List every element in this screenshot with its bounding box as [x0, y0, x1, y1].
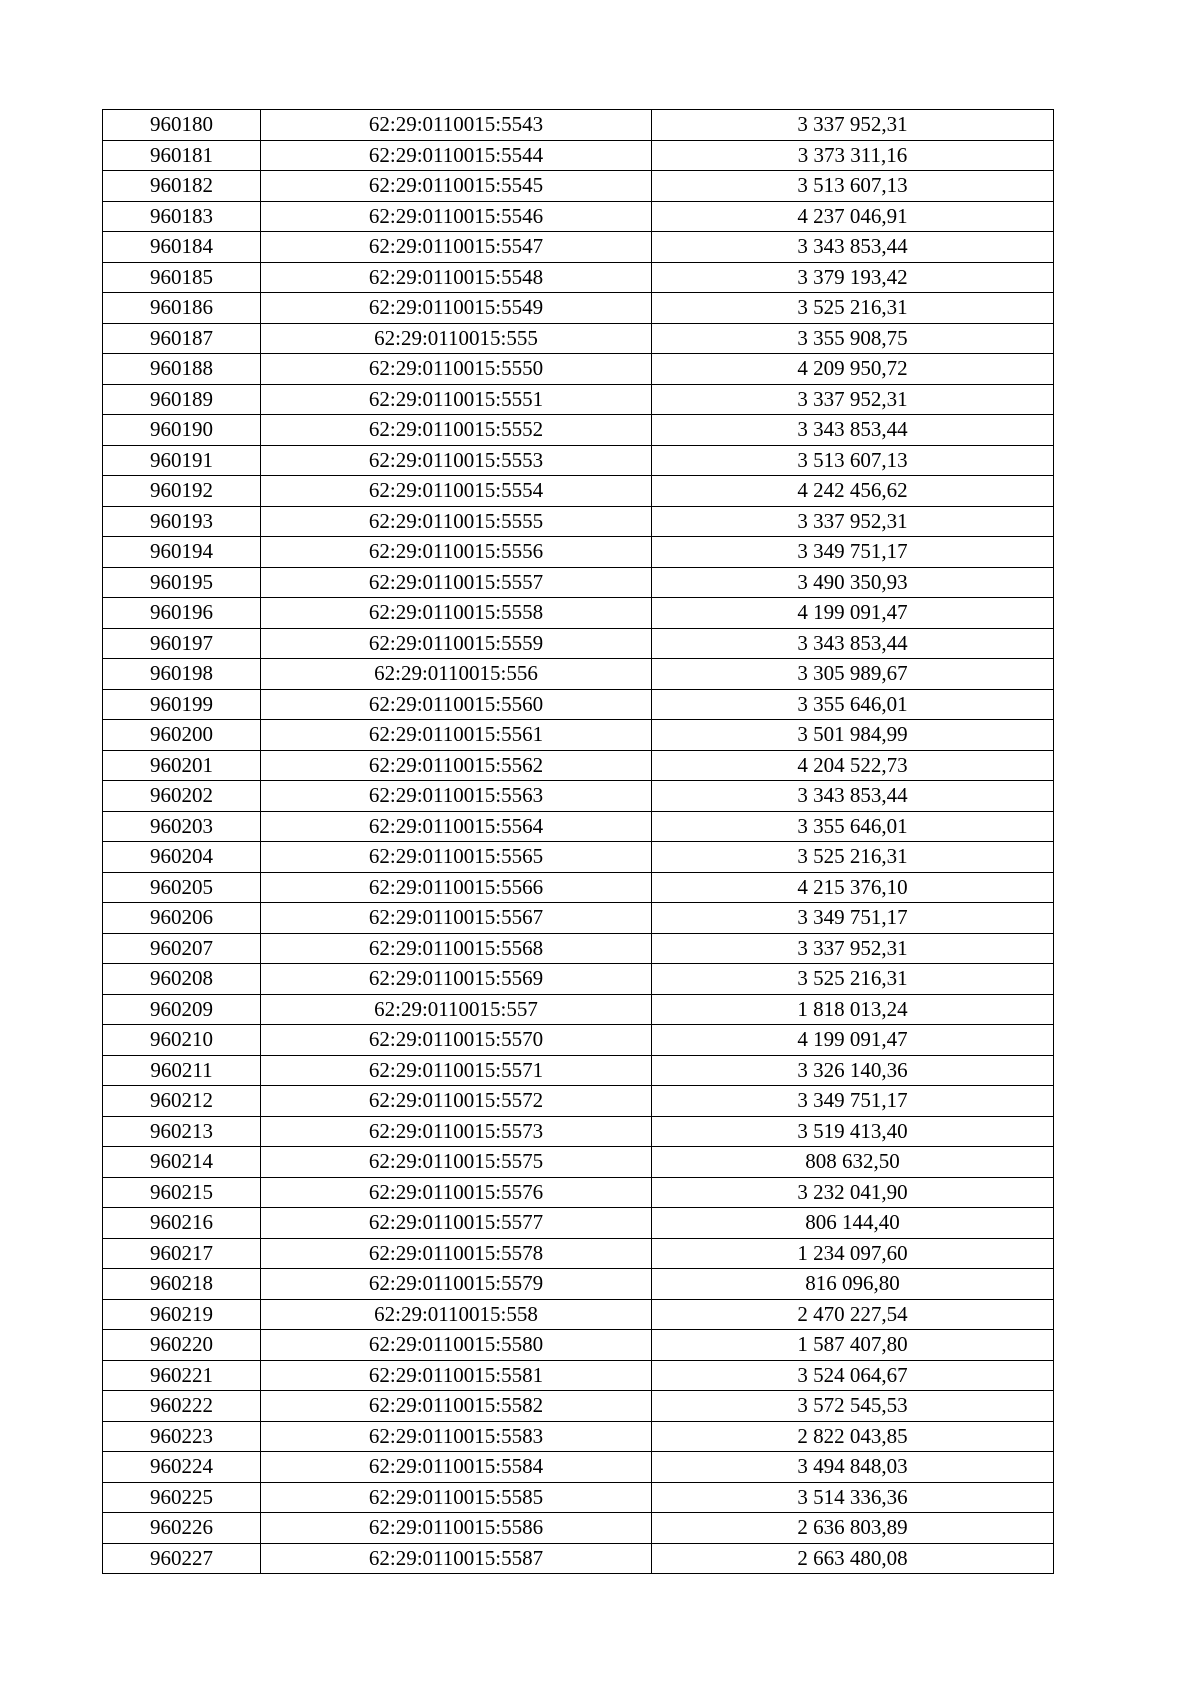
cadastral-value-cell: 3 513 607,13 — [652, 171, 1054, 202]
row-number-cell: 960217 — [103, 1238, 261, 1269]
row-number-cell: 960183 — [103, 201, 261, 232]
cadastral-number-cell: 62:29:0110015:5586 — [261, 1513, 652, 1544]
table-row — [103, 140, 1054, 171]
row-number-cell: 960212 — [103, 1086, 261, 1117]
cadastral-value-cell: 2 470 227,54 — [652, 1299, 1054, 1330]
row-number-cell: 960182 — [103, 171, 261, 202]
table-row — [103, 262, 1054, 293]
table-row — [103, 201, 1054, 232]
cadastral-number-cell: 62:29:0110015:5557 — [261, 567, 652, 598]
table-row — [103, 567, 1054, 598]
cadastral-value-cell: 3 326 140,36 — [652, 1055, 1054, 1086]
row-number-cell: 960204 — [103, 842, 261, 873]
cadastral-number-cell: 62:29:0110015:5571 — [261, 1055, 652, 1086]
cadastral-value-cell: 4 199 091,47 — [652, 598, 1054, 629]
row-number-cell: 960205 — [103, 872, 261, 903]
cadastral-value-cell: 3 525 216,31 — [652, 842, 1054, 873]
cadastral-value-cell: 3 355 646,01 — [652, 811, 1054, 842]
table-row — [103, 1360, 1054, 1391]
row-number-cell: 960218 — [103, 1269, 261, 1300]
row-number-cell: 960207 — [103, 933, 261, 964]
cadastral-number-cell: 62:29:0110015:5572 — [261, 1086, 652, 1117]
cadastral-number-cell: 62:29:0110015:5559 — [261, 628, 652, 659]
table-row — [103, 1116, 1054, 1147]
cadastral-number-cell: 62:29:0110015:5575 — [261, 1147, 652, 1178]
cadastral-value-cell: 4 209 950,72 — [652, 354, 1054, 385]
cadastral-value-cell: 808 632,50 — [652, 1147, 1054, 1178]
cadastral-value-cell: 806 144,40 — [652, 1208, 1054, 1239]
cadastral-number-cell: 62:29:0110015:5584 — [261, 1452, 652, 1483]
row-number-cell: 960180 — [103, 110, 261, 141]
row-number-cell: 960213 — [103, 1116, 261, 1147]
cadastral-number-cell: 62:29:0110015:5545 — [261, 171, 652, 202]
row-number-cell: 960198 — [103, 659, 261, 690]
row-number-cell: 960203 — [103, 811, 261, 842]
table-row — [103, 293, 1054, 324]
cadastral-value-cell: 3 232 041,90 — [652, 1177, 1054, 1208]
cadastral-number-cell: 62:29:0110015:557 — [261, 994, 652, 1025]
table-row — [103, 1177, 1054, 1208]
cadastral-value-cell: 4 204 522,73 — [652, 750, 1054, 781]
cadastral-value-cell: 3 349 751,17 — [652, 903, 1054, 934]
cadastral-number-cell: 62:29:0110015:5570 — [261, 1025, 652, 1056]
row-number-cell: 960219 — [103, 1299, 261, 1330]
table-row — [103, 323, 1054, 354]
cadastral-value-cell: 1 234 097,60 — [652, 1238, 1054, 1269]
table-row — [103, 811, 1054, 842]
row-number-cell: 960211 — [103, 1055, 261, 1086]
table-row — [103, 842, 1054, 873]
cadastral-value-cell: 3 349 751,17 — [652, 537, 1054, 568]
cadastral-value-cell: 3 513 607,13 — [652, 445, 1054, 476]
cadastral-value-cell: 3 519 413,40 — [652, 1116, 1054, 1147]
row-number-cell: 960181 — [103, 140, 261, 171]
cadastral-number-cell: 62:29:0110015:5558 — [261, 598, 652, 629]
cadastral-number-cell: 62:29:0110015:5554 — [261, 476, 652, 507]
cadastral-value-cell: 3 525 216,31 — [652, 964, 1054, 995]
table-row — [103, 720, 1054, 751]
table-row — [103, 598, 1054, 629]
cadastral-value-cell: 2 636 803,89 — [652, 1513, 1054, 1544]
table-row — [103, 1269, 1054, 1300]
table-row — [103, 659, 1054, 690]
table-row — [103, 1421, 1054, 1452]
table-body — [103, 110, 1054, 1574]
table-row — [103, 1147, 1054, 1178]
row-number-cell: 960226 — [103, 1513, 261, 1544]
cadastral-number-cell: 62:29:0110015:5580 — [261, 1330, 652, 1361]
row-number-cell: 960220 — [103, 1330, 261, 1361]
row-number-cell: 960194 — [103, 537, 261, 568]
cadastral-value-cell: 3 343 853,44 — [652, 628, 1054, 659]
cadastral-number-cell: 62:29:0110015:5543 — [261, 110, 652, 141]
cadastral-value-cell: 3 305 989,67 — [652, 659, 1054, 690]
row-number-cell: 960189 — [103, 384, 261, 415]
row-number-cell: 960216 — [103, 1208, 261, 1239]
cadastral-number-cell: 62:29:0110015:5556 — [261, 537, 652, 568]
row-number-cell: 960192 — [103, 476, 261, 507]
cadastral-value-cell: 4 215 376,10 — [652, 872, 1054, 903]
cadastral-value-cell: 3 343 853,44 — [652, 232, 1054, 263]
table-row — [103, 1238, 1054, 1269]
cadastral-number-cell: 62:29:0110015:558 — [261, 1299, 652, 1330]
row-number-cell: 960185 — [103, 262, 261, 293]
cadastral-number-cell: 62:29:0110015:5568 — [261, 933, 652, 964]
table-row — [103, 1299, 1054, 1330]
cadastral-value-cell: 4 237 046,91 — [652, 201, 1054, 232]
table-row — [103, 171, 1054, 202]
cadastral-number-cell: 62:29:0110015:5548 — [261, 262, 652, 293]
cadastral-number-cell: 62:29:0110015:5549 — [261, 293, 652, 324]
cadastral-value-cell: 3 349 751,17 — [652, 1086, 1054, 1117]
row-number-cell: 960225 — [103, 1482, 261, 1513]
row-number-cell: 960224 — [103, 1452, 261, 1483]
row-number-cell: 960201 — [103, 750, 261, 781]
cadastral-value-cell: 3 525 216,31 — [652, 293, 1054, 324]
cadastral-number-cell: 62:29:0110015:5550 — [261, 354, 652, 385]
cadastral-value-cell: 2 663 480,08 — [652, 1543, 1054, 1574]
row-number-cell: 960197 — [103, 628, 261, 659]
cadastral-value-cell: 3 514 336,36 — [652, 1482, 1054, 1513]
table-row — [103, 1025, 1054, 1056]
row-number-cell: 960199 — [103, 689, 261, 720]
cadastral-number-cell: 62:29:0110015:5547 — [261, 232, 652, 263]
cadastral-value-cell: 3 572 545,53 — [652, 1391, 1054, 1422]
table-row — [103, 1391, 1054, 1422]
cadastral-value-table — [102, 109, 1054, 1574]
cadastral-number-cell: 62:29:0110015:5587 — [261, 1543, 652, 1574]
cadastral-number-cell: 62:29:0110015:5544 — [261, 140, 652, 171]
table-row — [103, 750, 1054, 781]
table-row — [103, 537, 1054, 568]
cadastral-number-cell: 62:29:0110015:5573 — [261, 1116, 652, 1147]
table-row — [103, 1482, 1054, 1513]
row-number-cell: 960206 — [103, 903, 261, 934]
table-row — [103, 384, 1054, 415]
row-number-cell: 960188 — [103, 354, 261, 385]
row-number-cell: 960227 — [103, 1543, 261, 1574]
cadastral-value-cell: 3 337 952,31 — [652, 384, 1054, 415]
cadastral-number-cell: 62:29:0110015:5562 — [261, 750, 652, 781]
table-row — [103, 415, 1054, 446]
cadastral-value-cell: 3 494 848,03 — [652, 1452, 1054, 1483]
cadastral-number-cell: 62:29:0110015:5555 — [261, 506, 652, 537]
cadastral-value-cell: 3 337 952,31 — [652, 110, 1054, 141]
table-row — [103, 1330, 1054, 1361]
cadastral-value-cell: 816 096,80 — [652, 1269, 1054, 1300]
cadastral-number-cell: 62:29:0110015:5579 — [261, 1269, 652, 1300]
row-number-cell: 960191 — [103, 445, 261, 476]
table-row — [103, 1208, 1054, 1239]
row-number-cell: 960187 — [103, 323, 261, 354]
cadastral-value-cell: 4 199 091,47 — [652, 1025, 1054, 1056]
table-row — [103, 110, 1054, 141]
table-row — [103, 232, 1054, 263]
cadastral-number-cell: 62:29:0110015:5561 — [261, 720, 652, 751]
table-row — [103, 781, 1054, 812]
table-row — [103, 506, 1054, 537]
cadastral-number-cell: 62:29:0110015:5583 — [261, 1421, 652, 1452]
table-row — [103, 445, 1054, 476]
row-number-cell: 960190 — [103, 415, 261, 446]
row-number-cell: 960209 — [103, 994, 261, 1025]
table-row — [103, 933, 1054, 964]
row-number-cell: 960200 — [103, 720, 261, 751]
row-number-cell: 960221 — [103, 1360, 261, 1391]
cadastral-value-cell: 3 337 952,31 — [652, 506, 1054, 537]
cadastral-value-cell: 1 587 407,80 — [652, 1330, 1054, 1361]
cadastral-value-cell: 1 818 013,24 — [652, 994, 1054, 1025]
row-number-cell: 960196 — [103, 598, 261, 629]
cadastral-number-cell: 62:29:0110015:5563 — [261, 781, 652, 812]
cadastral-value-cell: 3 373 311,16 — [652, 140, 1054, 171]
cadastral-number-cell: 62:29:0110015:5564 — [261, 811, 652, 842]
table-row — [103, 476, 1054, 507]
row-number-cell: 960222 — [103, 1391, 261, 1422]
cadastral-number-cell: 62:29:0110015:5560 — [261, 689, 652, 720]
cadastral-value-cell: 3 524 064,67 — [652, 1360, 1054, 1391]
cadastral-number-cell: 62:29:0110015:5551 — [261, 384, 652, 415]
row-number-cell: 960202 — [103, 781, 261, 812]
table-row — [103, 1452, 1054, 1483]
cadastral-number-cell: 62:29:0110015:5553 — [261, 445, 652, 476]
table-row — [103, 1086, 1054, 1117]
cadastral-value-cell: 3 343 853,44 — [652, 781, 1054, 812]
row-number-cell: 960186 — [103, 293, 261, 324]
cadastral-number-cell: 62:29:0110015:5582 — [261, 1391, 652, 1422]
table-row — [103, 689, 1054, 720]
table-row — [103, 1543, 1054, 1574]
cadastral-number-cell: 62:29:0110015:5569 — [261, 964, 652, 995]
cadastral-value-cell: 3 355 646,01 — [652, 689, 1054, 720]
table-row — [103, 964, 1054, 995]
cadastral-number-cell: 62:29:0110015:5578 — [261, 1238, 652, 1269]
row-number-cell: 960223 — [103, 1421, 261, 1452]
cadastral-number-cell: 62:29:0110015:5577 — [261, 1208, 652, 1239]
cadastral-value-cell: 4 242 456,62 — [652, 476, 1054, 507]
table-row — [103, 1055, 1054, 1086]
cadastral-value-cell: 3 501 984,99 — [652, 720, 1054, 751]
row-number-cell: 960193 — [103, 506, 261, 537]
cadastral-number-cell: 62:29:0110015:5567 — [261, 903, 652, 934]
cadastral-value-cell: 3 379 193,42 — [652, 262, 1054, 293]
cadastral-value-cell: 3 337 952,31 — [652, 933, 1054, 964]
cadastral-value-cell: 2 822 043,85 — [652, 1421, 1054, 1452]
cadastral-number-cell: 62:29:0110015:5581 — [261, 1360, 652, 1391]
row-number-cell: 960215 — [103, 1177, 261, 1208]
cadastral-number-cell: 62:29:0110015:5565 — [261, 842, 652, 873]
table-row — [103, 903, 1054, 934]
cadastral-number-cell: 62:29:0110015:5576 — [261, 1177, 652, 1208]
cadastral-value-cell: 3 343 853,44 — [652, 415, 1054, 446]
cadastral-number-cell: 62:29:0110015:5546 — [261, 201, 652, 232]
cadastral-number-cell: 62:29:0110015:555 — [261, 323, 652, 354]
row-number-cell: 960184 — [103, 232, 261, 263]
row-number-cell: 960214 — [103, 1147, 261, 1178]
row-number-cell: 960195 — [103, 567, 261, 598]
row-number-cell: 960210 — [103, 1025, 261, 1056]
cadastral-value-cell: 3 490 350,93 — [652, 567, 1054, 598]
cadastral-value-cell: 3 355 908,75 — [652, 323, 1054, 354]
table-row — [103, 994, 1054, 1025]
table-row — [103, 354, 1054, 385]
cadastral-number-cell: 62:29:0110015:5552 — [261, 415, 652, 446]
table-row — [103, 628, 1054, 659]
row-number-cell: 960208 — [103, 964, 261, 995]
table-row — [103, 1513, 1054, 1544]
table-row — [103, 872, 1054, 903]
cadastral-number-cell: 62:29:0110015:5566 — [261, 872, 652, 903]
cadastral-number-cell: 62:29:0110015:556 — [261, 659, 652, 690]
cadastral-number-cell: 62:29:0110015:5585 — [261, 1482, 652, 1513]
